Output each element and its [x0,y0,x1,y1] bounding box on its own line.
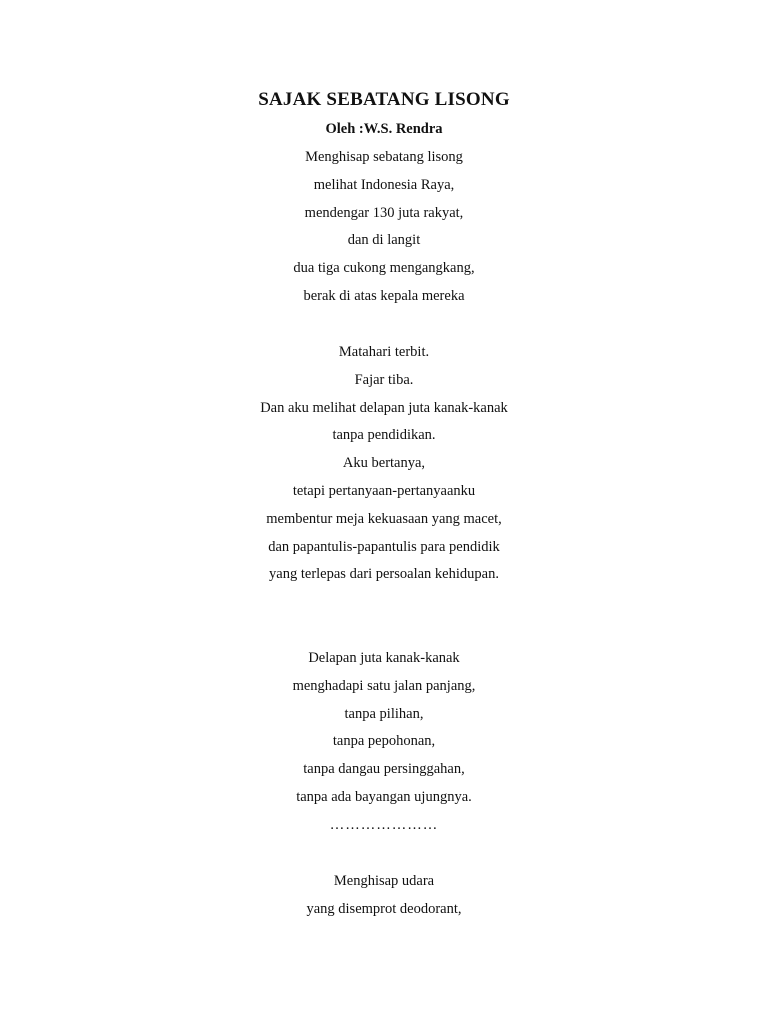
poem-line: tanpa pilihan, [344,705,424,722]
stanza-4 [0,868,768,924]
poem-line: tanpa dangau persinggahan, [303,761,465,778]
poem-author: Oleh :W.S. Rendra [325,121,443,137]
poem-line: Delapan juta kanak-kanak [308,650,460,666]
poem-line: melihat Indonesia Raya, [313,176,455,193]
poem-line: tanpa pendidikan. [332,427,436,444]
stanza-2 [0,339,768,589]
poem-line: Menghisap sebatang lisong [305,149,463,165]
poem-line: Dan aku melihat delapan juta kanak-kanak [260,399,508,416]
poem-line: dua tiga cukong mengangkang, [293,260,475,277]
ellipsis-line: ………………… [329,816,439,833]
stanza-1 [0,144,768,311]
poem-line: tanpa ada bayangan ujungnya. [296,788,472,805]
poem-line: Matahari terbit. [338,344,430,360]
stanza-3 [0,645,768,840]
poem-line: dan di langit [347,232,421,249]
poem-line: membentur meja kekuasaan yang macet, [266,510,502,527]
poem-line: yang terlepas dari persoalan kehidupan. [269,566,499,583]
poem-line: tetapi pertanyaan-pertanyaanku [292,482,476,499]
poem-line: Aku bertanya, [342,455,426,472]
poem-line: menghadapi satu jalan panjang, [292,677,476,694]
poem-line: mendengar 130 juta rakyat, [304,204,464,221]
poem-line: tanpa pepohonan, [332,733,436,750]
poem-line: yang disemprot deodorant, [306,900,462,917]
poem-line: Fajar tiba. [354,371,414,388]
poem-line: berak di atas kepala mereka [303,287,465,304]
poem-line: dan papantulis-papantulis para pendidik [268,538,500,555]
poem-line: Menghisap udara [333,873,435,889]
poem-title: SAJAK SEBATANG LISONG [258,89,510,110]
